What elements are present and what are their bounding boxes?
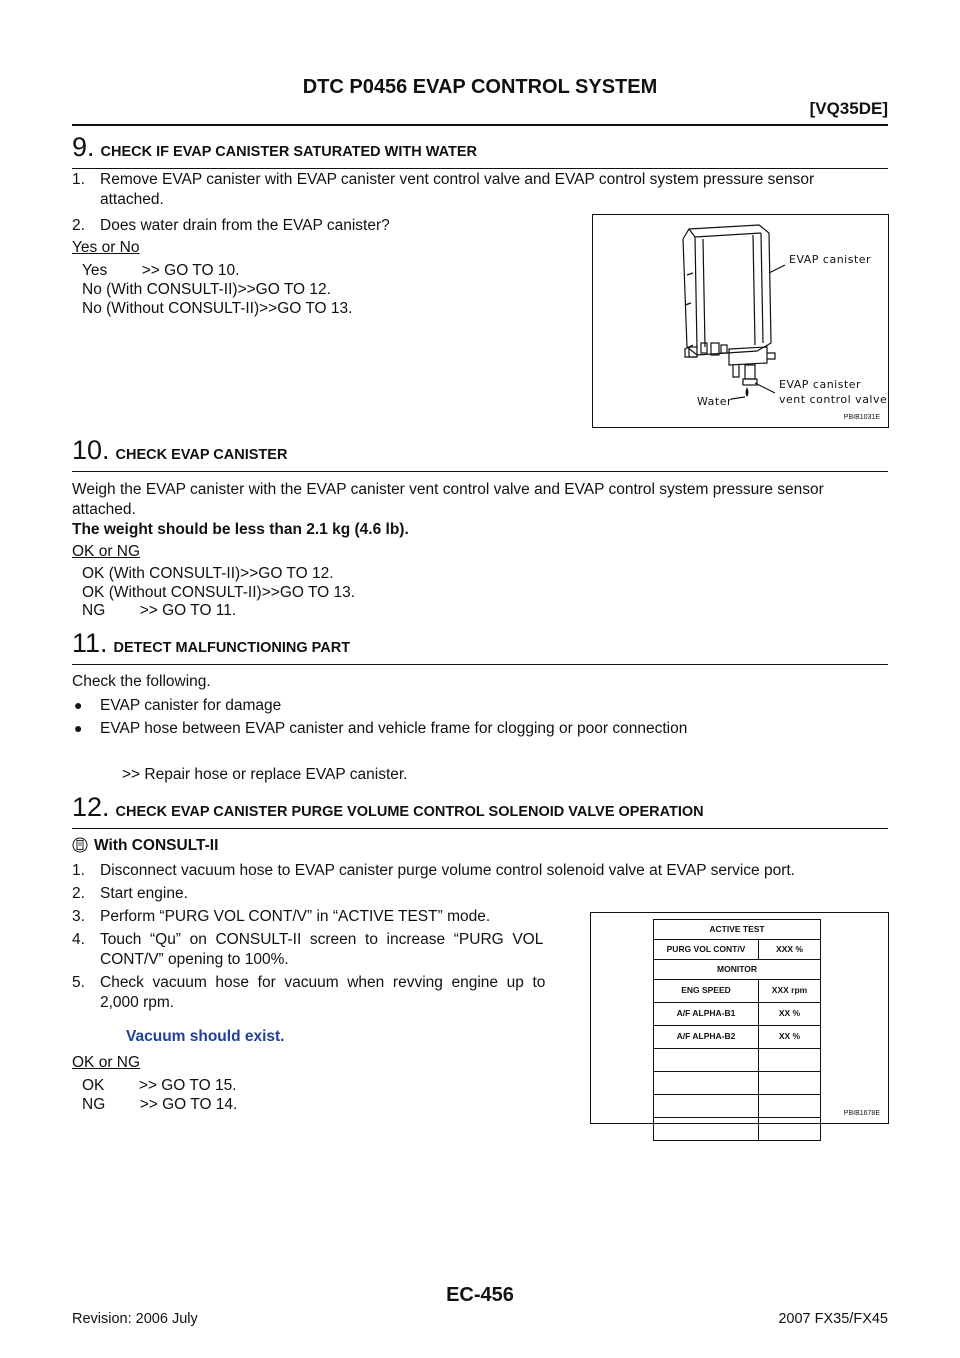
ok-or-ng-question: OK or NG xyxy=(72,543,141,560)
step-9-item-1-cont: attached. xyxy=(100,191,164,208)
monitor-label: ENG SPEED xyxy=(654,980,759,1003)
monitor-label: A/F ALPHA-B2 xyxy=(654,1026,759,1049)
empty-cell xyxy=(654,1095,759,1118)
monitor-header: MONITOR xyxy=(654,960,821,980)
list-text: Perform “PURG VOL CONT/V” in “ACTIVE TEST” mode. xyxy=(100,908,491,925)
step-12-item-4-cont: CONT/V” opening to 100%. xyxy=(100,951,289,968)
step-12-item-5-cont: 2,000 rpm. xyxy=(100,994,175,1011)
bullet-text: EVAP canister for damage xyxy=(100,697,282,714)
monitor-value: XX % xyxy=(759,1003,821,1026)
list-number: 5. xyxy=(72,974,85,991)
list-text: Start engine. xyxy=(100,885,188,902)
step-10-heading xyxy=(72,437,888,472)
purg-vol-value: XXX % xyxy=(759,940,821,960)
result-yes: Yes >> GO TO 10. xyxy=(82,262,240,279)
step-9-heading xyxy=(72,134,888,169)
purg-vol-label: PURG VOL CONT/V xyxy=(654,940,759,960)
empty-cell xyxy=(759,1095,821,1118)
list-text: Does water drain from the EVAP canister? xyxy=(100,217,390,234)
monitor-value: XX % xyxy=(759,1026,821,1049)
result-ok: OK >> GO TO 15. xyxy=(82,1077,237,1094)
step-title: CHECK EVAP CANISTER PURGE VOLUME CONTROL SOLENOID VALVE OPERATION xyxy=(115,804,704,820)
vehicle-model: 2007 FX35/FX45 xyxy=(778,1311,888,1327)
empty-cell xyxy=(654,1049,759,1072)
step-10-text: Weigh the EVAP canister with the EVAP canister vent control valve and EVAP control system pressure sensor xyxy=(72,481,824,498)
bullet-icon: ● xyxy=(74,720,83,736)
with-consult-label: With CONSULT-II xyxy=(94,837,219,854)
monitor-label: A/F ALPHA-B1 xyxy=(654,1003,759,1026)
result-ok-with-consult: OK (With CONSULT-II)>>GO TO 12. xyxy=(82,565,334,582)
label-evap-canister: EVAP canister xyxy=(789,253,872,266)
empty-cell xyxy=(759,1118,821,1141)
result-ng: NG >> GO TO 11. xyxy=(82,602,237,619)
step-number: 10. xyxy=(72,435,110,465)
empty-cell xyxy=(654,1072,759,1095)
empty-cell xyxy=(759,1072,821,1095)
list-number: 2. xyxy=(72,217,85,234)
step-11-intro: Check the following. xyxy=(72,673,211,690)
active-test-table xyxy=(653,919,821,1141)
active-test-header: ACTIVE TEST xyxy=(654,920,821,940)
step-11-result: >> Repair hose or replace EVAP canister. xyxy=(122,766,408,783)
weight-spec: The weight should be less than 2.1 kg (4.6 lb). xyxy=(72,521,409,538)
empty-cell xyxy=(654,1118,759,1141)
list-text: Check vacuum hose for vacuum when revving engine up to xyxy=(100,974,546,991)
step-number: 11. xyxy=(72,628,108,658)
revision-date: Revision: 2006 July xyxy=(72,1311,198,1327)
list-number: 2. xyxy=(72,885,85,902)
result-no-without-consult: No (Without CONSULT-II)>>GO TO 13. xyxy=(82,300,353,317)
step-10-text-cont: attached. xyxy=(72,501,136,518)
page-number: EC-456 xyxy=(446,1284,514,1306)
evap-canister-figure xyxy=(592,214,889,428)
empty-cell xyxy=(759,1049,821,1072)
list-text: Disconnect vacuum hose to EVAP canister purge volume control solenoid valve at EVAP service port. xyxy=(100,862,795,879)
active-test-figure xyxy=(590,912,889,1124)
step-number: 9. xyxy=(72,132,95,162)
page-title: DTC P0456 EVAP CONTROL SYSTEM xyxy=(302,76,658,98)
engine-model-tag: [VQ35DE] xyxy=(809,99,888,118)
label-water: Water xyxy=(697,395,733,408)
step-title: DETECT MALFUNCTIONING PART xyxy=(113,640,351,656)
ok-or-ng-question: OK or NG xyxy=(72,1054,141,1071)
step-number: 12. xyxy=(72,792,110,822)
label-vent-valve-line2: vent control valve xyxy=(779,393,888,406)
figure-code: PBIB1678E xyxy=(843,1109,880,1117)
result-no-with-consult: No (With CONSULT-II)>>GO TO 12. xyxy=(82,281,331,298)
monitor-value: XXX rpm xyxy=(759,980,821,1003)
step-12-heading xyxy=(72,794,888,829)
figure-code: PBIB1031E xyxy=(843,413,880,421)
step-title: CHECK IF EVAP CANISTER SATURATED WITH WATER xyxy=(100,144,477,160)
list-number: 1. xyxy=(72,171,85,188)
header-rule xyxy=(72,124,888,126)
list-number: 1. xyxy=(72,862,85,879)
vacuum-spec: Vacuum should exist. xyxy=(126,1028,285,1045)
result-ok-without-consult: OK (Without CONSULT-II)>>GO TO 13. xyxy=(82,584,356,601)
bullet-icon: ● xyxy=(74,697,83,713)
yes-or-no-question: Yes or No xyxy=(72,239,140,256)
result-ng: NG >> GO TO 14. xyxy=(82,1096,238,1113)
step-title: CHECK EVAP CANISTER xyxy=(115,447,288,463)
list-text: Remove EVAP canister with EVAP canister vent control valve and EVAP control system pressure sensor xyxy=(100,171,815,188)
list-number: 4. xyxy=(72,931,85,948)
consult-icon xyxy=(72,837,88,853)
label-vent-valve-line1: EVAP canister xyxy=(779,378,862,391)
step-11-heading xyxy=(72,630,888,665)
list-text: Touch “Qu” on CONSULT-II screen to increase “PURG VOL xyxy=(100,931,544,948)
bullet-text: EVAP hose between EVAP canister and vehicle frame for clogging or poor connection xyxy=(100,720,688,737)
list-number: 3. xyxy=(72,908,85,925)
